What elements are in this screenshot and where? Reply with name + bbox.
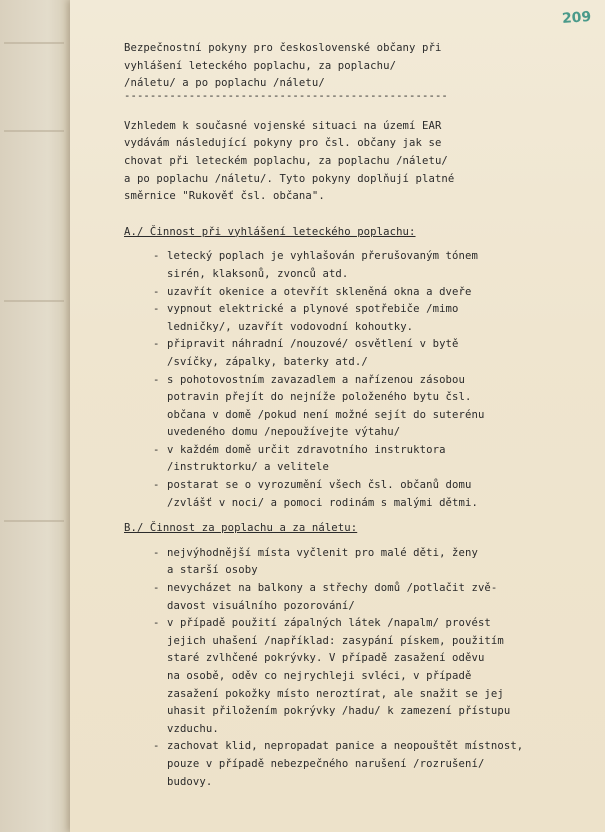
list-item-line: a starší osoby [167, 564, 258, 577]
list-item-line: zachovat klid, nepropadat panice a neopouštět místnost, [167, 740, 524, 753]
document-page [70, 0, 605, 832]
title-line: Bezpečnostní pokyny pro československé občany při [124, 42, 442, 54]
back-sheet-mark [4, 42, 64, 44]
list-item-line: ledničky/, uzavřít vodovodní kohoutky. [167, 320, 414, 333]
list-item-dash: - [153, 303, 160, 316]
paragraph-line: vydávám následující pokyny pro čsl. občany jak se [124, 137, 442, 150]
list-item-dash: - [153, 617, 160, 630]
list-item-line: budovy. [167, 775, 213, 788]
list-item-line: staré zvlhčené pokrývky. V případě zasažení oděvu [167, 652, 485, 665]
list-item-line: postarat se o vyrozumění všech čsl. občanů domu [167, 479, 472, 492]
list-item-line: vypnout elektrické a plynové spotřebiče /mimo [167, 303, 459, 316]
list-item-dash: - [153, 740, 160, 753]
paragraph-line: a po poplachu /náletu/. Tyto pokyny doplňují platné [124, 172, 455, 185]
list-item-dash: - [153, 250, 160, 263]
back-sheet-mark [4, 300, 64, 302]
list-item [153, 545, 584, 580]
list-item-line: v každém domě určit zdravotního instruktora [167, 443, 446, 456]
list-item-line: na osobě, oděv co nejrychleji svléci, v případě [167, 670, 472, 682]
list-item-dash: - [153, 479, 160, 492]
list-item-line: /zvlášť v noci/ a pomoci rodinám s malými dětmi. [167, 496, 478, 509]
list-item-dash: - [153, 373, 160, 386]
list-item-line: sirén, klaksonů, zvonců atd. [167, 267, 349, 280]
list-item [153, 442, 584, 477]
title-line: vyhlášení leteckého poplachu, za poplachu/ [124, 59, 397, 72]
section-a-list [153, 248, 584, 512]
back-sheet-mark [4, 520, 64, 522]
list-item-dash: - [153, 285, 160, 298]
list-item-line: uzavřít okenice a otevřít skleněná okna a dveře [167, 285, 472, 298]
paragraph-line: směrnice "Rukověť čsl. občana". [124, 190, 325, 203]
list-item-dash: - [153, 582, 160, 595]
list-item-dash: - [153, 443, 160, 456]
title-rule: -------------------------------------------------- [124, 90, 448, 101]
paragraph-line: chovat při leteckém poplachu, za poplachu /náletu/ [124, 154, 448, 167]
list-item-line: uvedeného domu /nepoužívejte výtahu/ [167, 426, 401, 439]
list-item-dash: - [153, 338, 160, 351]
document-content [124, 40, 584, 791]
intro-paragraph [124, 118, 584, 206]
list-item-dash: - [153, 546, 160, 559]
list-item [153, 580, 584, 615]
list-item-line: jejich uhašení /například: zasypání pískem, použitím [167, 634, 504, 647]
list-item-line: vzduchu. [167, 722, 219, 735]
list-item-line: davost visuálního pozorování/ [167, 599, 355, 612]
list-item-line: občana v domě /pokud není možné sejít do suterénu [167, 408, 485, 421]
list-item-line: zasažení pokožky místo neroztírat, ale snažit se jej [167, 687, 504, 700]
list-item-line: potravin přejít do nejníže položeného bytu čsl. [167, 391, 472, 404]
list-item [153, 248, 584, 283]
list-item [153, 615, 584, 738]
list-item [153, 477, 584, 512]
list-item-line: /svíčky, zápalky, baterky atd./ [167, 355, 368, 368]
list-item-line: nevycházet na balkony a střechy domů /potlačit zvě- [167, 582, 498, 595]
title-line: /náletu/ a po poplachu /náletu/ [124, 77, 325, 90]
list-item-line: letecký poplach je vyhlašován přerušovaným tónem [167, 250, 478, 263]
list-item [153, 372, 584, 442]
back-sheet [0, 0, 80, 832]
list-item [153, 336, 584, 371]
list-item-line: s pohotovostním zavazadlem a nařízenou zásobou [167, 373, 465, 386]
list-item-line: pouze v případě nebezpečného narušení /rozrušení/ [167, 757, 485, 770]
page-number: 209 [561, 8, 592, 28]
paragraph-line: Vzhledem k současné vojenské situaci na území EAR [124, 119, 442, 132]
list-item-line: /instruktorku/ a velitele [167, 461, 329, 474]
list-item-line: uhasit přiložením pokrývky /hadu/ k zamezení přístupu [167, 705, 511, 718]
section-b-list [153, 545, 584, 791]
back-sheet-mark [4, 130, 64, 132]
list-item-line: připravit náhradní /nouzové/ osvětlení v bytě [167, 338, 459, 351]
list-item [153, 738, 584, 791]
list-item-line: nejvýhodnější místa vyčlenit pro malé děti, ženy [167, 546, 478, 559]
document-title [124, 40, 584, 101]
list-item [153, 284, 584, 302]
section-b-heading: B./ Činnost za poplachu a za náletu: [124, 522, 358, 535]
section-a-heading: A./ Činnost při vyhlášení leteckého poplachu: [124, 225, 416, 238]
list-item [153, 301, 584, 336]
list-item-line: v případě použití zápalných látek /napalm/ provést [167, 617, 491, 630]
